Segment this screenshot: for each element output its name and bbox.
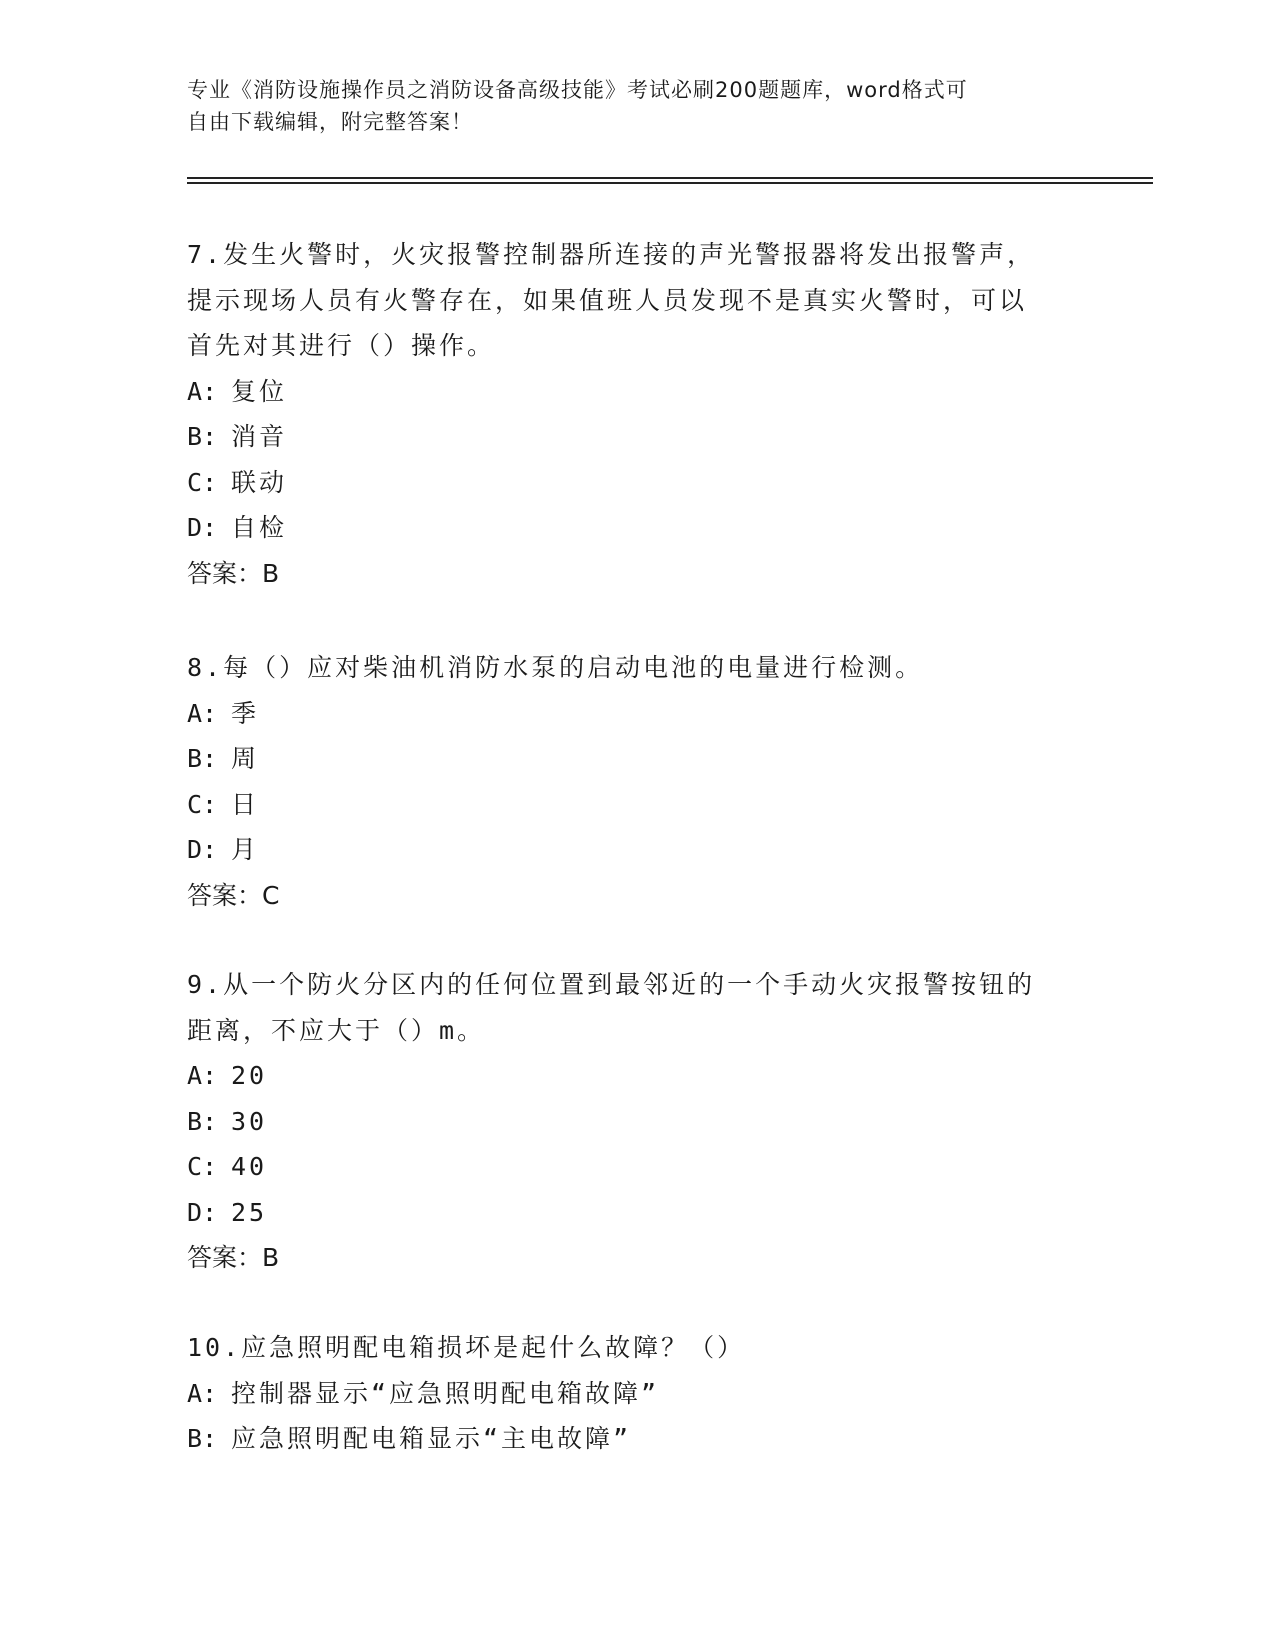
option-letter: B:	[187, 1106, 218, 1136]
question-text-line: 提示现场人员有火警存在，如果值班人员发现不是真实火警时，可以	[187, 285, 1028, 315]
option-text: 消音	[231, 422, 288, 451]
option-text: 联动	[231, 467, 288, 497]
document-header	[187, 74, 1067, 138]
option-text: 控制器显示“应急照明配电箱故障”	[231, 1378, 660, 1408]
header-line-1: 专业《消防设施操作员之消防设备高级技能》考试必刷200题题库，word格式可	[187, 78, 968, 102]
question-7	[187, 232, 1067, 596]
option-b	[187, 736, 1067, 782]
option-a	[187, 1053, 1067, 1099]
option-text: 季	[231, 698, 260, 728]
header-line-2: 自由下载编辑，附完整答案！	[187, 110, 473, 134]
option-b	[187, 1099, 1067, 1145]
question-text-line: 距离，不应大于（）m。	[187, 1015, 486, 1045]
option-c	[187, 460, 1067, 506]
option-d	[187, 827, 1067, 873]
question-text	[187, 232, 1067, 369]
option-text: 复位	[231, 376, 288, 406]
question-9	[187, 962, 1067, 1281]
option-text: 25	[231, 1197, 268, 1227]
question-text-line: 7.发生火警时，火灾报警控制器所连接的声光警报器将发出报警声，	[187, 240, 1036, 269]
question-8	[187, 645, 1067, 918]
option-a	[187, 691, 1067, 737]
answer-line: 答案：B	[187, 1243, 280, 1272]
option-c	[187, 1144, 1067, 1190]
option-letter: C:	[187, 789, 218, 819]
question-text	[187, 1325, 1067, 1371]
option-letter: A:	[187, 1061, 218, 1090]
option-letter: D:	[187, 1197, 218, 1227]
option-text: 自检	[231, 513, 288, 542]
option-c	[187, 782, 1067, 828]
answer-line: 答案：B	[187, 558, 280, 588]
question-text	[187, 962, 1067, 1053]
option-letter: A:	[187, 698, 218, 728]
option-text: 月	[231, 835, 260, 864]
option-letter: A:	[187, 1378, 218, 1408]
option-text: 20	[231, 1061, 268, 1090]
header-divider-top	[187, 177, 1153, 179]
option-letter: A:	[187, 376, 218, 406]
option-text: 40	[231, 1152, 268, 1181]
question-text	[187, 645, 1067, 691]
option-letter: B:	[187, 744, 218, 773]
question-text-line: 9.从一个防火分区内的任何位置到最邻近的一个手动火灾报警按钮的	[187, 970, 1036, 999]
question-text-line: 10.应急照明配电箱损坏是起什么故障？（）	[187, 1333, 746, 1362]
header-divider-bottom	[187, 182, 1153, 184]
question-text-line: 首先对其进行（）操作。	[187, 331, 496, 360]
answer-line: 答案：C	[187, 880, 280, 910]
option-letter: D:	[187, 835, 218, 864]
option-d	[187, 1190, 1067, 1236]
option-letter: B:	[187, 1424, 218, 1453]
option-b	[187, 1416, 1067, 1462]
option-letter: C:	[187, 1152, 218, 1181]
question-text-line: 8.每（）应对柴油机消防水泵的启动电池的电量进行检测。	[187, 653, 924, 682]
option-text: 日	[231, 789, 260, 819]
option-a	[187, 1371, 1067, 1417]
option-text: 30	[231, 1106, 268, 1136]
question-10	[187, 1325, 1067, 1462]
option-d	[187, 505, 1067, 551]
option-letter: D:	[187, 513, 218, 542]
option-text: 周	[231, 744, 260, 773]
option-letter: C:	[187, 467, 218, 497]
option-b	[187, 414, 1067, 460]
option-a	[187, 369, 1067, 415]
option-text: 应急照明配电箱显示“主电故障”	[231, 1424, 632, 1453]
option-letter: B:	[187, 422, 218, 451]
